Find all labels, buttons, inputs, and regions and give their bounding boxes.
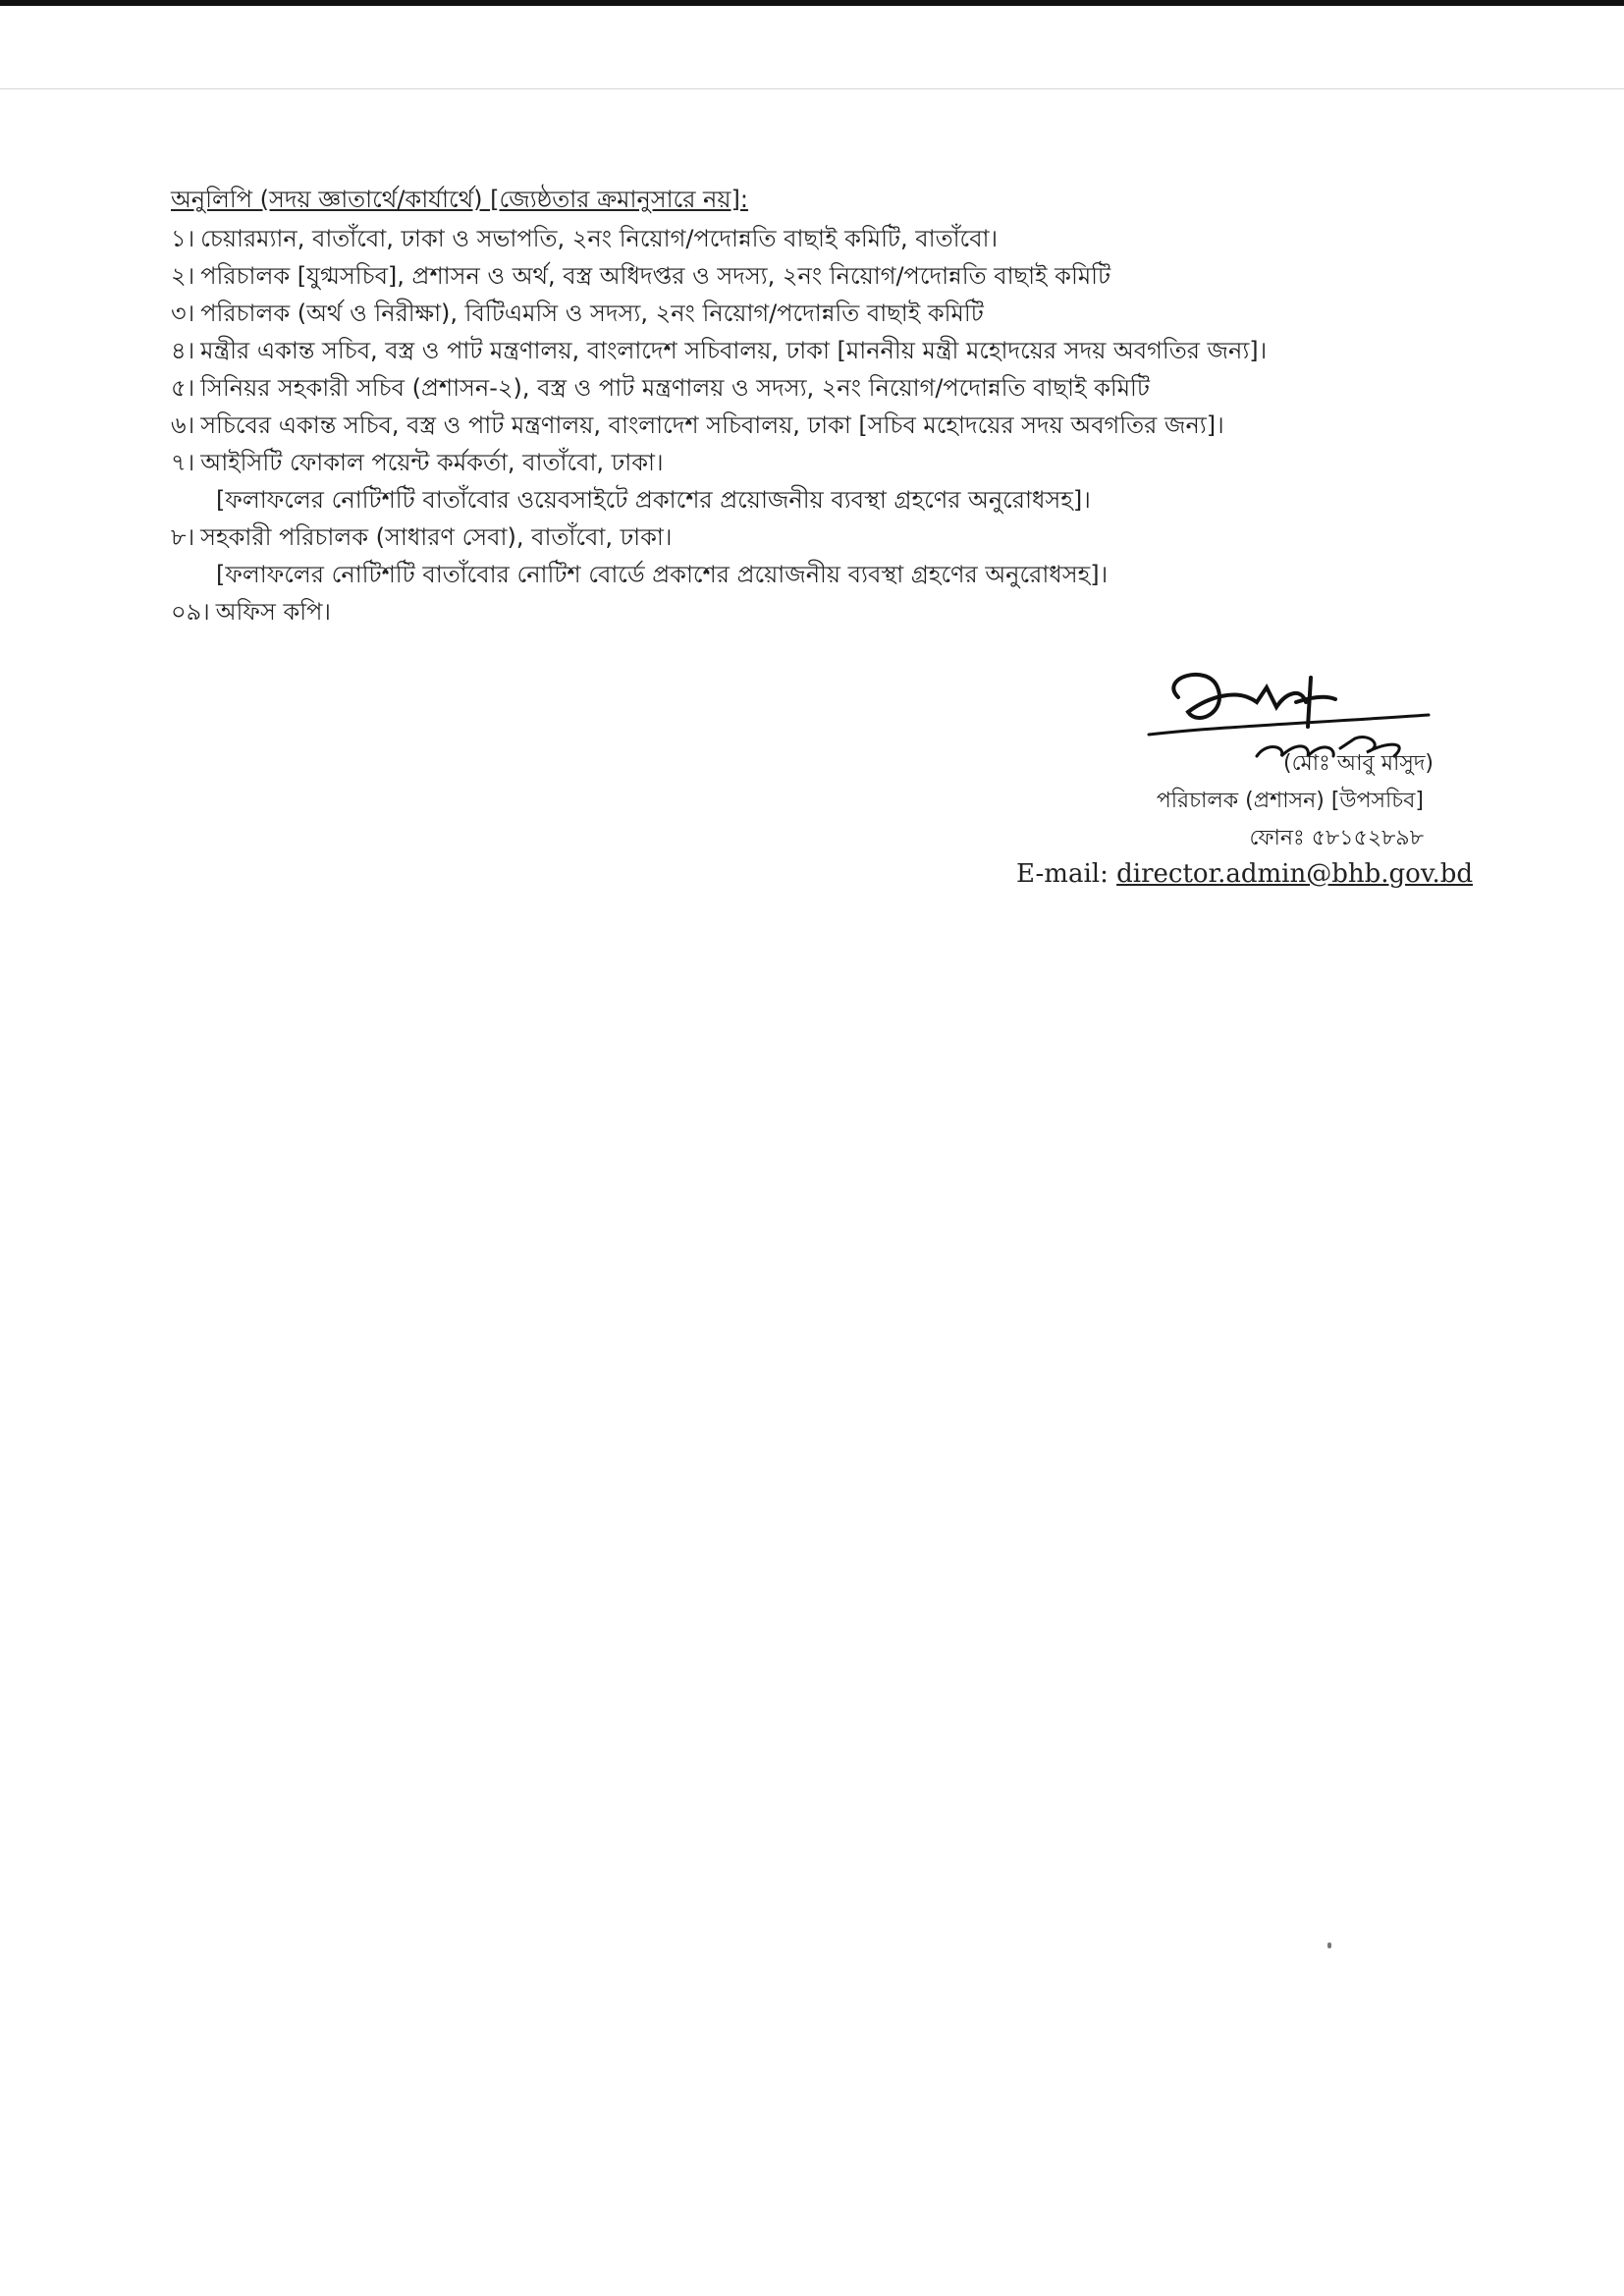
scan-artifact-line <box>0 88 1624 89</box>
cc-item-text: সহকারী পরিচালক (সাধারণ সেবা), বাতাঁবো, ঢাকা। <box>200 523 673 551</box>
scan-speck <box>1327 1942 1331 1948</box>
cc-item <box>171 332 1477 369</box>
cc-item-note: [ফলাফলের নোটিশটি বাতাঁবোর নোটিশ বোর্ডে প্রকাশের প্রয়োজনীয় ব্যবস্থা গ্রহণের অনুরোধসহ]। <box>216 561 1109 588</box>
signatory-name: (মোঃ আবু মাসুদ) <box>1283 751 1434 776</box>
cc-item <box>171 444 1477 519</box>
cc-item-text: অফিস কপি। <box>215 598 331 626</box>
cc-item <box>171 519 1477 593</box>
cc-item-text: পরিচালক (অর্থ ও নিরীক্ষা), বিটিএমসি ও সদস্য, ২নং নিয়োগ/পদোন্নতি বাছাই কমিটি <box>200 300 984 327</box>
signatory-designation: পরিচালক (প্রশাসন) [উপসচিব] <box>1156 789 1424 813</box>
cc-item-number: ৩। <box>171 300 195 327</box>
scan-edge-band <box>0 0 1624 6</box>
document-body <box>171 183 1477 630</box>
cc-item-number: ৬। <box>171 411 195 439</box>
email-label: E-mail: <box>1016 859 1117 889</box>
cc-item-note: [ফলাফলের নোটিশটি বাতাঁবোর ওয়েবসাইটে প্রকাশের প্রয়োজনীয় ব্যবস্থা গ্রহণের অনুরোধসহ]। <box>216 486 1091 514</box>
cc-item-number: ৫। <box>171 374 195 402</box>
cc-item <box>171 369 1477 407</box>
signatory-phone: ফোনঃ ৫৮১৫২৮৯৮ <box>1249 826 1424 850</box>
cc-item-text: চেয়ারম্যান, বাতাঁবো, ঢাকা ও সভাপতি, ২নং নিয়োগ/পদোন্নতি বাছাই কমিটি, বাতাঁবো। <box>200 225 999 252</box>
cc-item <box>171 295 1477 332</box>
cc-item-text: পরিচালক [যুগ্মসচিব], প্রশাসন ও অর্থ, বস্ত্র অধিদপ্তর ও সদস্য, ২নং নিয়োগ/পদোন্নতি বাছাই কমিটি <box>200 262 1111 290</box>
cc-item <box>171 220 1477 257</box>
email-link[interactable]: director.admin@bhb.gov.bd <box>1116 859 1473 889</box>
cc-item <box>171 407 1477 444</box>
cc-item-text: আইসিটি ফোকাল পয়েন্ট কর্মকর্তা, বাতাঁবো, ঢাকা। <box>200 449 664 476</box>
cc-item <box>171 257 1477 295</box>
signatory-email-line <box>1016 856 1473 892</box>
cc-item-number: ৮। <box>171 523 195 551</box>
cc-item-text: মন্ত্রীর একান্ত সচিব, বস্ত্র ও পাট মন্ত্রণালয়, বাংলাদেশ সচিবালয়, ঢাকা [মাননীয় মন্ত্রী মহোদয়ের সদয় অবগতির জন্য]। <box>200 337 1268 364</box>
cc-item-number: ৪। <box>171 337 195 364</box>
cc-item-number: ২। <box>171 262 195 290</box>
cc-item-number: ১। <box>171 225 195 252</box>
signature-block <box>982 648 1473 903</box>
cc-item-number: ০৯। <box>171 598 210 626</box>
cc-item-text: সচিবের একান্ত সচিব, বস্ত্র ও পাট মন্ত্রণালয়, বাংলাদেশ সচিবালয়, ঢাকা [সচিব মহোদয়ের সদয় অবগতির জন্য]। <box>200 411 1224 439</box>
cc-item-number: ৭। <box>171 449 195 476</box>
cc-list <box>171 220 1477 630</box>
cc-heading: অনুলিপি (সদয় জ্ঞাতার্থে/কার্যার্থে) [জ্যেষ্ঠতার ক্রমানুসারে নয়]: <box>171 186 748 213</box>
cc-item <box>171 593 1477 630</box>
cc-item-text: সিনিয়র সহকারী সচিব (প্রশাসন-২), বস্ত্র ও পাট মন্ত্রণালয় ও সদস্য, ২নং নিয়োগ/পদোন্নতি বাছাই কমিটি <box>200 374 1151 402</box>
